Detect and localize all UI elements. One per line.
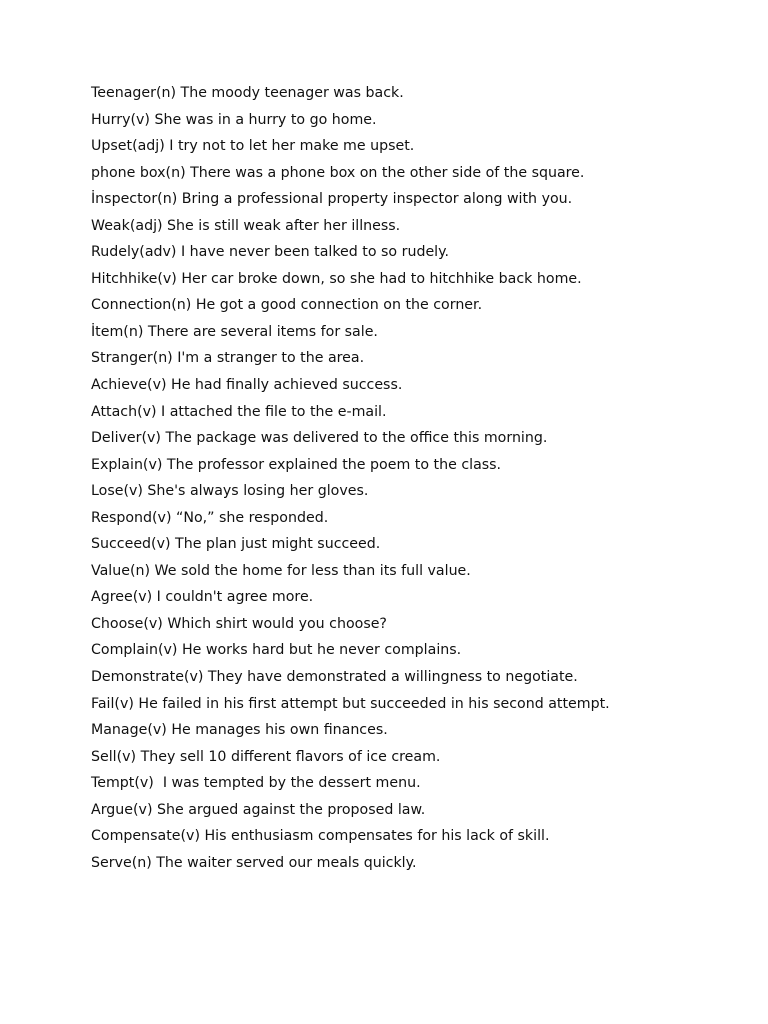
vocabulary-line: Weak(adj) She is still weak after her illness. xyxy=(91,217,401,234)
vocabulary-line: Achieve(v) He had finally achieved success. xyxy=(91,377,403,394)
vocabulary-line: Agree(v) I couldn't agree more. xyxy=(91,589,314,606)
vocabulary-line: Respond(v) “No,” she responded. xyxy=(91,509,329,526)
vocabulary-line: Demonstrate(v) They have demonstrated a willingness to negotiate. xyxy=(91,669,578,686)
vocabulary-line: Value(n) We sold the home for less than its full value. xyxy=(91,562,471,579)
vocabulary-list xyxy=(91,82,731,878)
vocabulary-line: Choose(v) Which shirt would you choose? xyxy=(91,615,387,632)
vocabulary-line: Stranger(n) I'm a stranger to the area. xyxy=(91,350,365,367)
vocabulary-line: Attach(v) I attached the file to the e-mail. xyxy=(91,403,387,420)
vocabulary-line: Explain(v) The professor explained the poem to the class. xyxy=(91,456,502,473)
vocabulary-line: Serve(n) The waiter served our meals quickly. xyxy=(91,854,417,871)
vocabulary-line: Lose(v) She's always losing her gloves. xyxy=(91,483,369,500)
vocabulary-line: Connection(n) He got a good connection on the corner. xyxy=(91,297,483,314)
vocabulary-line: Hurry(v) She was in a hurry to go home. xyxy=(91,111,377,128)
vocabulary-line: Rudely(adv) I have never been talked to so rudely. xyxy=(91,244,449,261)
vocabulary-line: Fail(v) He failed in his first attempt but succeeded in his second attempt. xyxy=(91,695,610,712)
vocabulary-line: Succeed(v) The plan just might succeed. xyxy=(91,536,381,553)
vocabulary-line: İtem(n) There are several items for sale. xyxy=(91,323,378,340)
vocabulary-line: Complain(v) He works hard but he never complains. xyxy=(91,642,462,659)
vocabulary-line: Sell(v) They sell 10 different flavors of ice cream. xyxy=(91,748,441,765)
vocabulary-line: Upset(adj) I try not to let her make me upset. xyxy=(91,138,415,155)
vocabulary-line: Teenager(n) The moody teenager was back. xyxy=(91,85,404,101)
vocabulary-line: İnspector(n) Bring a professional property inspector along with you. xyxy=(91,191,573,208)
vocabulary-line: Manage(v) He manages his own finances. xyxy=(91,722,388,739)
vocabulary-line: phone box(n) There was a phone box on the other side of the square. xyxy=(91,164,585,181)
vocabulary-line: Hitchhike(v) Her car broke down, so she had to hitchhike back home. xyxy=(91,270,582,287)
vocabulary-line: Compensate(v) His enthusiasm compensates for his lack of skill. xyxy=(91,828,550,845)
vocabulary-line: Tempt(v) I was tempted by the dessert menu. xyxy=(91,775,421,792)
vocabulary-line: Deliver(v) The package was delivered to the office this morning. xyxy=(91,430,548,447)
vocabulary-line: Argue(v) She argued against the proposed law. xyxy=(91,801,426,818)
